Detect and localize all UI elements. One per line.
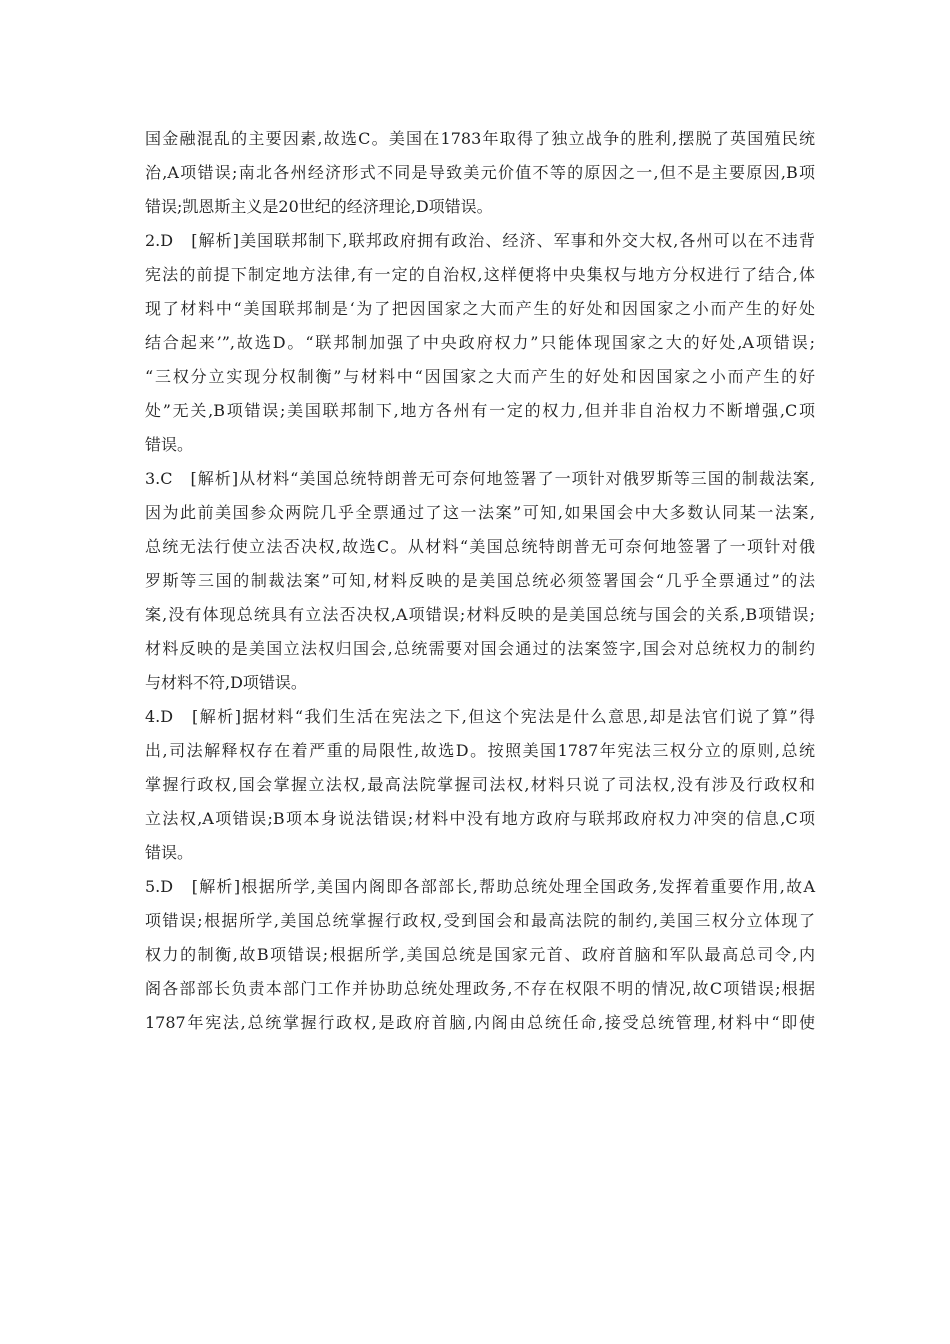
- text-line: 5.D [解析]根据所学,美国内阁即各部部长,帮助总统处理全国政务,发挥着重要作用,故A: [145, 877, 815, 896]
- text-line: 出,司法解释权存在着严重的局限性,故选D。按照美国1787年宪法三权分立的原则,总统: [145, 741, 815, 760]
- text-line: 1787年宪法,总统掌握行政权,是政府首脑,内阁由总统任命,接受总统管理,材料中“即使: [145, 1013, 815, 1032]
- answer-explanation-text: [145, 122, 815, 1040]
- text-line: 与材料不符,D项错误。: [145, 673, 307, 692]
- text-line: 因为此前美国参众两院几乎全票通过了这一法案”可知,如果国会中大多数认同某一法案,: [145, 503, 815, 522]
- text-line: 4.D [解析]据材料“我们生活在宪法之下,但这个宪法是什么意思,却是法官们说了算”得: [145, 707, 815, 726]
- text-line: 立法权,A项错误;B项本身说法错误;材料中没有地方政府与联邦政府权力冲突的信息,C项: [145, 809, 815, 828]
- text-line: 宪法的前提下制定地方法律,有一定的自治权,这样便将中央集权与地方分权进行了结合,体: [145, 265, 815, 284]
- text-line: 2.D [解析]美国联邦制下,联邦政府拥有政治、经济、军事和外交大权,各州可以在不违背: [145, 231, 815, 250]
- text-line: 国金融混乱的主要因素,故选C。美国在1783年取得了独立战争的胜利,摆脱了英国殖民统: [145, 129, 815, 148]
- text-line: 阁各部部长负责本部门工作并协助总统处理政务,不存在权限不明的情况,故C项错误;根据: [145, 979, 815, 998]
- text-line: 错误;凯恩斯主义是20世纪的经济理论,D项错误。: [145, 197, 493, 216]
- text-line: 错误。: [145, 843, 194, 862]
- text-line: 处”无关,B项错误;美国联邦制下,地方各州有一定的权力,但并非自治权力不断增强,C项: [145, 401, 815, 420]
- text-line: 项错误;根据所学,美国总统掌握行政权,受到国会和最高法院的制约,美国三权分立体现了: [145, 911, 815, 930]
- text-line: 治,A项错误;南北各州经济形式不同是导致美元价值不等的原因之一,但不是主要原因,B项: [145, 163, 815, 182]
- text-line: 权力的制衡,故B项错误;根据所学,美国总统是国家元首、政府首脑和军队最高总司令,内: [145, 945, 815, 964]
- text-line: 错误。: [145, 435, 194, 454]
- text-line: 掌握行政权,国会掌握立法权,最高法院掌握司法权,材料只说了司法权,没有涉及行政权和: [145, 775, 815, 794]
- text-line: 总统无法行使立法否决权,故选C。从材料“美国总统特朗普无可奈何地签署了一项针对俄: [145, 537, 815, 556]
- text-line: 罗斯等三国的制裁法案”可知,材料反映的是美国总统必须签署国会“几乎全票通过”的法: [145, 571, 815, 590]
- text-line: 材料反映的是美国立法权归国会,总统需要对国会通过的法案签字,国会对总统权力的制约: [145, 639, 815, 658]
- text-line: 3.C [解析]从材料“美国总统特朗普无可奈何地签署了一项针对俄罗斯等三国的制裁法案,: [145, 469, 815, 488]
- text-line: “三权分立实现分权制衡”与材料中“因国家之大而产生的好处和因国家之小而产生的好: [145, 367, 815, 386]
- text-line: 案,没有体现总统具有立法否决权,A项错误;材料反映的是美国总统与国会的关系,B项错误;: [145, 605, 815, 624]
- text-line: 结合起来’”,故选D。“联邦制加强了中央政府权力”只能体现国家之大的好处,A项错误;: [145, 333, 815, 352]
- text-line: 现了材料中“美国联邦制是‘为了把因国家之大而产生的好处和因国家之小而产生的好处: [145, 299, 815, 318]
